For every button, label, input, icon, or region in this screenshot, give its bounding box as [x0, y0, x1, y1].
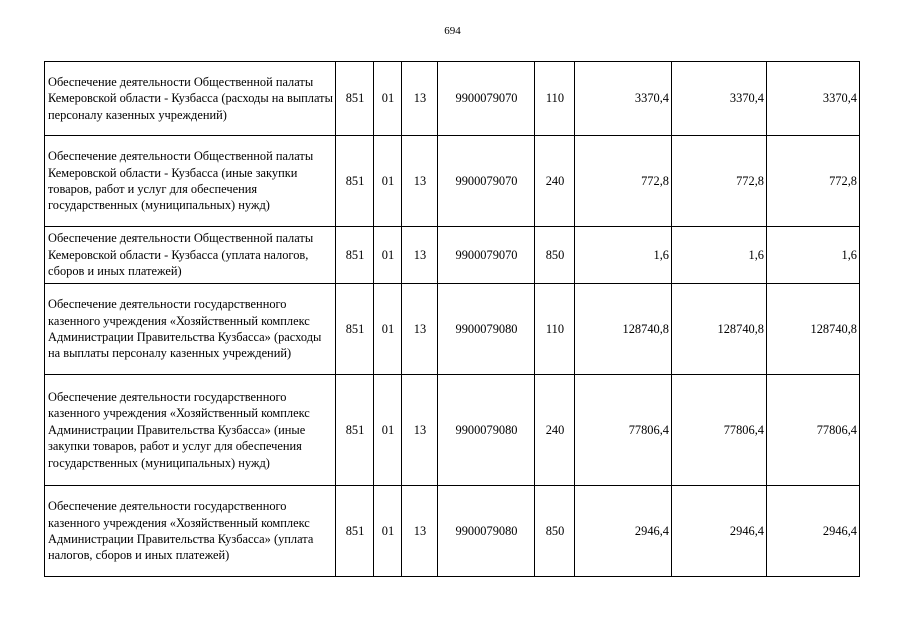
- row-grbs-code: 851: [336, 375, 374, 486]
- row-sum-2: 2946,4: [672, 486, 767, 577]
- row-subsection-code: 13: [402, 227, 438, 284]
- table-row: [45, 227, 860, 284]
- row-expense-type-code: 110: [535, 284, 575, 375]
- row-section-code: 01: [374, 375, 402, 486]
- row-subsection-code: 13: [402, 375, 438, 486]
- row-description: Обеспечение деятельности Общественной палаты Кемеровской области - Кузбасса (иные закупки товаров, работ и услуг для обеспечения государственных (муниципальных) нужд): [45, 136, 336, 227]
- row-subsection-code: 13: [402, 62, 438, 136]
- row-description: Обеспечение деятельности государственного казенного учреждения «Хозяйственный комплекс Администрации Правительства Кузбасса» (иные закупки товаров, работ и услуг для обеспечения государственных (муниципальных) нужд): [45, 375, 336, 486]
- row-sum-3: 128740,8: [767, 284, 860, 375]
- row-sum-1: 3370,4: [575, 62, 672, 136]
- table-row: [45, 375, 860, 486]
- row-sum-1: 77806,4: [575, 375, 672, 486]
- row-sum-2: 772,8: [672, 136, 767, 227]
- row-grbs-code: 851: [336, 136, 374, 227]
- table-row: [45, 284, 860, 375]
- row-sum-2: 1,6: [672, 227, 767, 284]
- row-section-code: 01: [374, 136, 402, 227]
- table-row: [45, 62, 860, 136]
- row-sum-3: 1,6: [767, 227, 860, 284]
- row-description: Обеспечение деятельности государственного казенного учреждения «Хозяйственный комплекс Администрации Правительства Кузбасса» (расходы на выплаты персоналу казенных учреждений): [45, 284, 336, 375]
- row-expense-type-code: 850: [535, 227, 575, 284]
- row-section-code: 01: [374, 284, 402, 375]
- row-sum-3: 772,8: [767, 136, 860, 227]
- row-sum-2: 77806,4: [672, 375, 767, 486]
- row-sum-2: 3370,4: [672, 62, 767, 136]
- row-target-article-code: 9900079080: [438, 284, 535, 375]
- table-row: [45, 486, 860, 577]
- page-number: 694: [444, 25, 461, 37]
- budget-table: [44, 61, 860, 577]
- row-description: Обеспечение деятельности государственного казенного учреждения «Хозяйственный комплекс Администрации Правительства Кузбасса» (уплата налогов, сборов и иных платежей): [45, 486, 336, 577]
- row-target-article-code: 9900079070: [438, 227, 535, 284]
- row-description: Обеспечение деятельности Общественной палаты Кемеровской области - Кузбасса (уплата налогов, сборов и иных платежей): [45, 227, 336, 284]
- row-subsection-code: 13: [402, 486, 438, 577]
- row-sum-1: 1,6: [575, 227, 672, 284]
- row-sum-3: 2946,4: [767, 486, 860, 577]
- table-row: [45, 136, 860, 227]
- row-sum-3: 77806,4: [767, 375, 860, 486]
- row-expense-type-code: 110: [535, 62, 575, 136]
- row-sum-1: 772,8: [575, 136, 672, 227]
- row-description: Обеспечение деятельности Общественной палаты Кемеровской области - Кузбасса (расходы на выплаты персоналу казенных учреждений): [45, 62, 336, 136]
- row-subsection-code: 13: [402, 136, 438, 227]
- row-section-code: 01: [374, 227, 402, 284]
- row-sum-1: 2946,4: [575, 486, 672, 577]
- row-subsection-code: 13: [402, 284, 438, 375]
- row-sum-3: 3370,4: [767, 62, 860, 136]
- row-section-code: 01: [374, 62, 402, 136]
- row-sum-2: 128740,8: [672, 284, 767, 375]
- row-target-article-code: 9900079070: [438, 136, 535, 227]
- row-expense-type-code: 850: [535, 486, 575, 577]
- row-grbs-code: 851: [336, 486, 374, 577]
- row-grbs-code: 851: [336, 227, 374, 284]
- row-grbs-code: 851: [336, 284, 374, 375]
- row-section-code: 01: [374, 486, 402, 577]
- row-target-article-code: 9900079080: [438, 486, 535, 577]
- row-sum-1: 128740,8: [575, 284, 672, 375]
- row-grbs-code: 851: [336, 62, 374, 136]
- row-target-article-code: 9900079070: [438, 62, 535, 136]
- row-target-article-code: 9900079080: [438, 375, 535, 486]
- row-expense-type-code: 240: [535, 136, 575, 227]
- row-expense-type-code: 240: [535, 375, 575, 486]
